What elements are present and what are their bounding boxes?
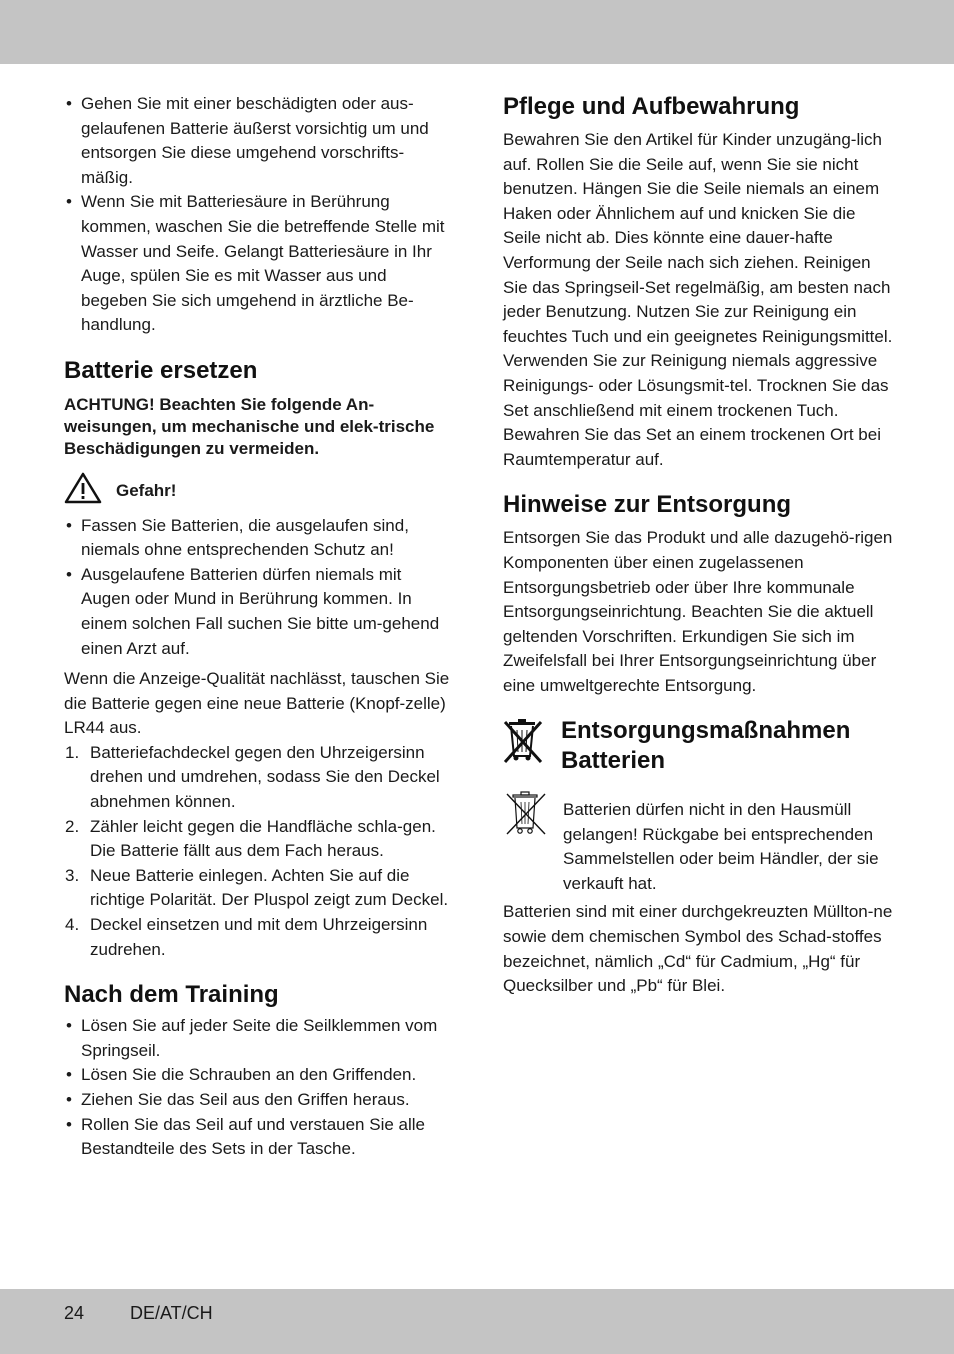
list-item: • Ausgelaufene Batterien dürfen niemals mit Augen oder Mund in Berührung kommen. In einem solchen Fall suchen Sie bitte um-gehend einen Arzt auf. [64, 563, 454, 661]
care-text: Bewahren Sie den Artikel für Kinder unzugäng-lich auf. Rollen Sie die Seile auf, wenn Sie sie nicht benutzen. Hängen Sie die Seile niemals an einem Haken oder Ähnlichem auf und knicken Sie die Seile nicht ab. Dies könnte eine dauer-hafte Verformung der Seile nach sich ziehen. Reinigen Sie das Springseil-Set regelmäßig, am besten nach jeder Benutzung. Nutzen Sie zur Reinigung ein feuchtes Tuch und ein geeignetes Reinigungsmittel. Verwenden Sie zur Reinigung niemals aggressive Reinigungs- oder Lösungsmit-tel. Trocknen Sie das Set anschließend mit einem trockenen Tuch. Bewahren Sie das Set an einem trockenen Ort bei Raumtemperatur auf. [503, 130, 893, 469]
left-column [64, 92, 454, 1162]
right-column [503, 92, 893, 999]
list-item: • Ziehen Sie das Seil aus den Griffen heraus. [64, 1088, 454, 1113]
battery-intro: Wenn die Anzeige-Qualität nachlässt, tauschen Sie die Batterie gegen eine neue Batterie (Knopf-zelle) LR44 aus. [64, 669, 450, 738]
list-item: • Wenn Sie mit Batteriesäure in Berührung kommen, waschen Sie die betreffende Stelle mit Wasser und Seife. Gelangt Batteriesäure in Ihr Auge, spülen Sie es mit Wasser aus und begeben Sie sich umgehend in ärztliche Be-handlung. [64, 190, 454, 338]
battery-disposal-header [503, 716, 893, 776]
list-item: • Lösen Sie die Schrauben an den Griffenden. [64, 1063, 454, 1088]
header-bar [0, 0, 954, 64]
list-item: • Gehen Sie mit einer beschädigten oder aus-gelaufenen Batterie äußerst vorsichtig um und entsorgen Sie diese umgehend vorschrifts-mäßig. [64, 92, 454, 190]
danger-label: Gefahr! [116, 481, 177, 501]
region-label: DE/AT/CH [130, 1303, 213, 1323]
danger-bullet-list [64, 514, 454, 662]
list-item: • Lösen Sie auf jeder Seite die Seilklemmen vom Springseil. [64, 1014, 454, 1063]
disposal-text: Entsorgen Sie das Produkt und alle dazugehö-rigen Komponenten über einen zugelassenen Entsorgungsbetrieb oder über Ihre kommunale Entsorgungseinrichtung. Beachten Sie die aktuell geltenden Vorschriften. Erkundigen Sie sich im Zweifelsfall bei Ihrer Entsorgungseinrichtung über eine umweltgerechte Entsorgung. [503, 528, 893, 695]
warning-triangle-icon [64, 472, 102, 512]
list-item: 2. Zähler leicht gegen die Handfläche schla-gen. Die Batterie fällt aus dem Fach heraus. [65, 816, 436, 861]
battery-disposal-title [561, 716, 850, 776]
list-item: • Fassen Sie Batterien, die ausgelaufen sind, niemals ohne entsprechenden Schutz an! [64, 514, 454, 563]
battery-disposal-heading-line1: Entsorgungsmaßnahmen [561, 717, 851, 745]
battery-disposal-text2: Batterien sind mit einer durchgekreuzten Müllton-ne sowie dem chemischen Symbol des Schad-stoffes bezeichnet, nämlich „Cd“ für Cadmium, „Hg“ für Quecksilber und „Pb“ für Blei. [503, 902, 893, 996]
battery-steps [64, 741, 454, 962]
list-item: 1. Batteriefachdeckel gegen den Uhrzeigersinn drehen und umdrehen, sodass Sie den Deckel abnehmen können. [65, 742, 440, 812]
training-heading: Nach dem Training [64, 981, 279, 1009]
intro-bullet-list [64, 92, 454, 338]
list-item: 3. Neue Batterie einlegen. Achten Sie auf die richtige Polarität. Der Pluspol zeigt zum Deckel. [65, 865, 449, 910]
list-item: 4. Deckel einsetzen und mit dem Uhrzeigersinn zudrehen. [65, 915, 428, 959]
list-item: • Rollen Sie das Seil auf und verstauen Sie alle Bestandteile des Sets in der Tasche. [64, 1113, 454, 1162]
battery-disposal-heading-line2: Batterien [561, 747, 666, 775]
disposal-heading: Hinweise zur Entsorgung [503, 491, 792, 519]
crossed-bin-icon [503, 716, 545, 774]
training-bullet-list [64, 1014, 454, 1162]
battery-disposal-text1: Batterien dürfen nicht in den Hausmüll gelangen! Rückgabe bei entsprechenden Sammelstellen oder beim Händler, der sie verkauft hat. [563, 800, 879, 893]
battery-warning: ACHTUNG! Beachten Sie folgende An-weisungen, um mechanische und elek-trische Beschädigungen zu vermeiden. [64, 394, 435, 458]
crossed-bin-outline-icon [503, 790, 549, 846]
danger-block [64, 472, 454, 512]
battery-heading: Batterie ersetzen [64, 356, 258, 384]
care-heading: Pflege und Aufbewahrung [503, 93, 800, 120]
page-number: 24 [64, 1303, 85, 1323]
